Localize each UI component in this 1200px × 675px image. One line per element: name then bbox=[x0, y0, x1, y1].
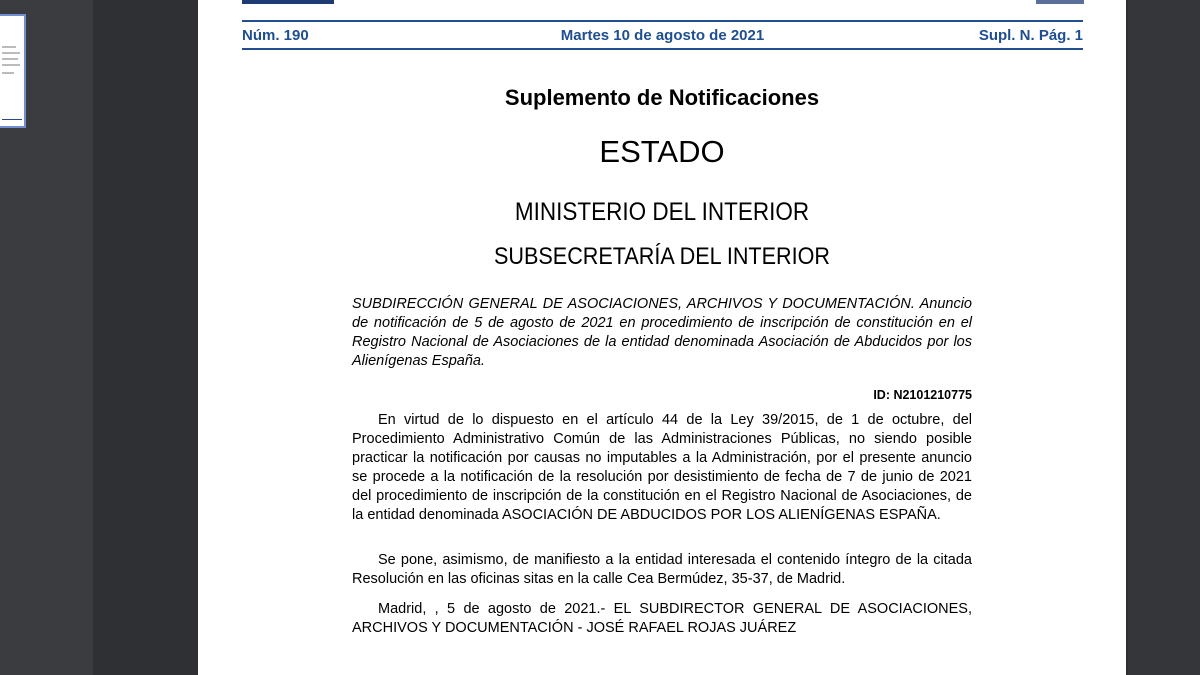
page-number: Supl. N. Pág. 1 bbox=[978, 27, 1083, 44]
announcement-summary: SUBDIRECCIÓN GENERAL DE ASOCIACIONES, ARCHIVOS Y DOCUMENTACIÓN. Anuncio de notificación de 5 de agosto de 2021 en procedimiento de inscripción de constitución en el Registro Nacional de Asociaciones de la entidad denominada Asociación de Abducidos por los Alienígenas España. bbox=[352, 296, 972, 369]
boe-logo-fragment bbox=[242, 0, 334, 4]
viewer-scroll-area bbox=[1128, 0, 1200, 675]
signature-paragraph: Madrid, , 5 de agosto de 2021.- EL SUBDIRECTOR GENERAL DE ASOCIACIONES, ARCHIVOS Y DOCUMENTACIÓN - JOSÉ RAFAEL ROJAS JUÁREZ bbox=[352, 601, 972, 636]
body-paragraph: Se pone, asimismo, de manifiesto a la entidad interesada el contenido íntegro de la citada Resolución en las oficinas sitas en la calle Cea Bermúdez, 35-37, de Madrid. bbox=[352, 552, 972, 587]
document-header bbox=[242, 20, 1083, 50]
page-thumbnail[interactable] bbox=[0, 14, 26, 128]
thumbnail-sidebar bbox=[0, 0, 93, 675]
announcement-id: ID: N2101210775 bbox=[873, 388, 972, 402]
body-paragraph: En virtud de lo dispuesto en el artículo 44 de la Ley 39/2015, de 1 de octubre, del Procedimiento Administrativo Común de las Administraciones Públicas, no siendo posible practicar la notificación por causas no imputables a la Administración, por el presente anuncio se procede a la notificación de la resolución por desistimiento de fecha de 7 de junio de 2021 del procedimiento de inscripción de la constitución en el Registro Nacional de Asociaciones, de la entidad denominada ASOCIACIÓN DE ABDUCIDOS POR LOS ALIENÍGENAS ESPAÑA. bbox=[352, 412, 972, 523]
document-page bbox=[198, 0, 1126, 675]
subsecretariat-title: SUBSECRETARÍA DEL INTERIOR bbox=[493, 243, 831, 270]
ministry-title: MINISTERIO DEL INTERIOR bbox=[514, 198, 810, 226]
issue-number: Núm. 190 bbox=[242, 27, 309, 44]
section-title: ESTADO bbox=[599, 134, 725, 169]
supplement-title: Suplemento de Notificaciones bbox=[504, 85, 820, 110]
issue-date: Martes 10 de agosto de 2021 bbox=[560, 27, 765, 44]
coat-of-arms-fragment bbox=[1036, 0, 1084, 4]
